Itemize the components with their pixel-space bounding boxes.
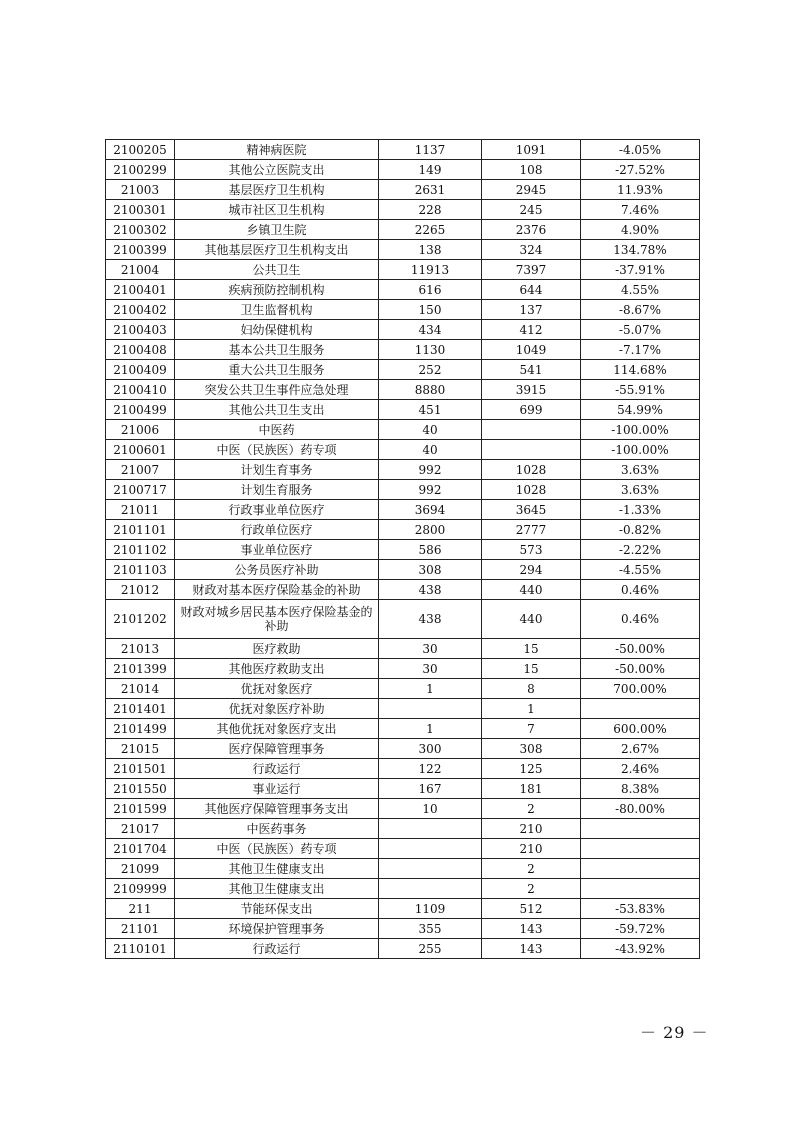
table-row (106, 899, 700, 919)
change-percent-cell: -27.52% (581, 160, 700, 180)
code-cell: 211 (106, 899, 175, 919)
code-cell: 2101103 (106, 560, 175, 580)
change-percent-cell: -55.91% (581, 380, 700, 400)
table-row (106, 280, 700, 300)
name-cell: 其他医疗救助支出 (175, 659, 379, 679)
change-percent-cell (581, 819, 700, 839)
curr-amount-cell: 440 (482, 600, 581, 639)
table-row (106, 260, 700, 280)
curr-amount-cell: 2 (482, 799, 581, 819)
prev-amount-cell: 252 (379, 360, 482, 380)
table-body (106, 140, 700, 959)
curr-amount-cell: 2376 (482, 220, 581, 240)
change-percent-cell: -50.00% (581, 639, 700, 659)
table-row (106, 879, 700, 899)
curr-amount-cell: 245 (482, 200, 581, 220)
change-percent-cell: -59.72% (581, 919, 700, 939)
change-percent-cell: 8.38% (581, 779, 700, 799)
prev-amount-cell: 616 (379, 280, 482, 300)
code-cell: 21012 (106, 580, 175, 600)
curr-amount-cell (482, 420, 581, 440)
curr-amount-cell: 1 (482, 699, 581, 719)
name-cell: 财政对基本医疗保险基金的补助 (175, 580, 379, 600)
curr-amount-cell: 2777 (482, 520, 581, 540)
change-percent-cell: 3.63% (581, 460, 700, 480)
change-percent-cell: -50.00% (581, 659, 700, 679)
prev-amount-cell: 434 (379, 320, 482, 340)
prev-amount-cell: 30 (379, 659, 482, 679)
name-cell: 计划生育事务 (175, 460, 379, 480)
prev-amount-cell: 30 (379, 639, 482, 659)
code-cell: 2101399 (106, 659, 175, 679)
prev-amount-cell: 167 (379, 779, 482, 799)
table-row (106, 759, 700, 779)
code-cell: 2100403 (106, 320, 175, 340)
table-row (106, 160, 700, 180)
prev-amount-cell: 355 (379, 919, 482, 939)
code-cell: 21007 (106, 460, 175, 480)
curr-amount-cell: 308 (482, 739, 581, 759)
table-row (106, 799, 700, 819)
prev-amount-cell: 1137 (379, 140, 482, 160)
table-row (106, 839, 700, 859)
name-cell: 基层医疗卫生机构 (175, 180, 379, 200)
prev-amount-cell: 2265 (379, 220, 482, 240)
name-cell: 突发公共卫生事件应急处理 (175, 380, 379, 400)
curr-amount-cell: 210 (482, 839, 581, 859)
name-cell: 医疗保障管理事务 (175, 739, 379, 759)
curr-amount-cell: 137 (482, 300, 581, 320)
curr-amount-cell: 143 (482, 939, 581, 959)
table-row (106, 400, 700, 420)
name-cell: 城市社区卫生机构 (175, 200, 379, 220)
change-percent-cell: 54.99% (581, 400, 700, 420)
change-percent-cell: -100.00% (581, 440, 700, 460)
name-cell: 妇幼保健机构 (175, 320, 379, 340)
code-cell: 21015 (106, 739, 175, 759)
name-cell: 其他基层医疗卫生机构支出 (175, 240, 379, 260)
prev-amount-cell: 8880 (379, 380, 482, 400)
curr-amount-cell: 573 (482, 540, 581, 560)
curr-amount-cell: 3645 (482, 500, 581, 520)
table-row (106, 440, 700, 460)
table-row (106, 220, 700, 240)
name-cell: 基本公共卫生服务 (175, 340, 379, 360)
name-cell: 行政单位医疗 (175, 520, 379, 540)
table-row (106, 380, 700, 400)
prev-amount-cell: 138 (379, 240, 482, 260)
code-cell: 2100299 (106, 160, 175, 180)
name-cell: 环境保护管理事务 (175, 919, 379, 939)
curr-amount-cell: 7397 (482, 260, 581, 280)
name-cell: 节能环保支出 (175, 899, 379, 919)
change-percent-cell (581, 879, 700, 899)
prev-amount-cell (379, 699, 482, 719)
prev-amount-cell: 2631 (379, 180, 482, 200)
prev-amount-cell: 451 (379, 400, 482, 420)
name-cell: 优抚对象医疗 (175, 679, 379, 699)
table-row (106, 819, 700, 839)
prev-amount-cell (379, 839, 482, 859)
curr-amount-cell: 1049 (482, 340, 581, 360)
change-percent-cell: -43.92% (581, 939, 700, 959)
change-percent-cell: -5.07% (581, 320, 700, 340)
prev-amount-cell: 438 (379, 600, 482, 639)
name-cell: 其他优抚对象医疗支出 (175, 719, 379, 739)
change-percent-cell: 4.55% (581, 280, 700, 300)
code-cell: 2100717 (106, 480, 175, 500)
name-cell: 其他卫生健康支出 (175, 859, 379, 879)
change-percent-cell: -80.00% (581, 799, 700, 819)
table-row (106, 939, 700, 959)
curr-amount-cell: 699 (482, 400, 581, 420)
change-percent-cell: 114.68% (581, 360, 700, 380)
code-cell: 2101599 (106, 799, 175, 819)
change-percent-cell: -53.83% (581, 899, 700, 919)
change-percent-cell: 4.90% (581, 220, 700, 240)
code-cell: 21006 (106, 420, 175, 440)
code-cell: 21014 (106, 679, 175, 699)
name-cell: 卫生监督机构 (175, 300, 379, 320)
prev-amount-cell (379, 879, 482, 899)
prev-amount-cell: 10 (379, 799, 482, 819)
prev-amount-cell: 1130 (379, 340, 482, 360)
change-percent-cell: 700.00% (581, 679, 700, 699)
curr-amount-cell: 541 (482, 360, 581, 380)
code-cell: 2100205 (106, 140, 175, 160)
curr-amount-cell: 2 (482, 859, 581, 879)
prev-amount-cell: 11913 (379, 260, 482, 280)
change-percent-cell (581, 839, 700, 859)
change-percent-cell: -8.67% (581, 300, 700, 320)
table-row (106, 180, 700, 200)
prev-amount-cell: 2800 (379, 520, 482, 540)
name-cell: 其他医疗保障管理事务支出 (175, 799, 379, 819)
table-row (106, 639, 700, 659)
change-percent-cell: 0.46% (581, 600, 700, 639)
name-cell: 行政事业单位医疗 (175, 500, 379, 520)
table-row (106, 420, 700, 440)
change-percent-cell: -1.33% (581, 500, 700, 520)
change-percent-cell: -7.17% (581, 340, 700, 360)
table-row (106, 360, 700, 380)
table-row (106, 719, 700, 739)
curr-amount-cell: 181 (482, 779, 581, 799)
page-number: － 29 － (640, 1023, 709, 1042)
change-percent-cell (581, 859, 700, 879)
name-cell: 医疗救助 (175, 639, 379, 659)
curr-amount-cell: 3915 (482, 380, 581, 400)
name-cell: 财政对城乡居民基本医疗保险基金的补助 (175, 600, 379, 639)
curr-amount-cell: 143 (482, 919, 581, 939)
name-cell: 其他公共卫生支出 (175, 400, 379, 420)
name-cell: 事业单位医疗 (175, 540, 379, 560)
curr-amount-cell: 1091 (482, 140, 581, 160)
change-percent-cell: 2.67% (581, 739, 700, 759)
table-row (106, 859, 700, 879)
curr-amount-cell: 412 (482, 320, 581, 340)
prev-amount-cell: 586 (379, 540, 482, 560)
code-cell: 21003 (106, 180, 175, 200)
change-percent-cell: 134.78% (581, 240, 700, 260)
curr-amount-cell: 15 (482, 659, 581, 679)
code-cell: 2100401 (106, 280, 175, 300)
name-cell: 优抚对象医疗补助 (175, 699, 379, 719)
code-cell: 2100410 (106, 380, 175, 400)
curr-amount-cell: 2 (482, 879, 581, 899)
code-cell: 2101499 (106, 719, 175, 739)
code-cell: 2100402 (106, 300, 175, 320)
name-cell: 计划生育服务 (175, 480, 379, 500)
prev-amount-cell: 438 (379, 580, 482, 600)
name-cell: 中医药事务 (175, 819, 379, 839)
code-cell: 2109999 (106, 879, 175, 899)
table-row (106, 739, 700, 759)
change-percent-cell: 7.46% (581, 200, 700, 220)
change-percent-cell: -2.22% (581, 540, 700, 560)
code-cell: 2100301 (106, 200, 175, 220)
curr-amount-cell: 294 (482, 560, 581, 580)
table-row (106, 240, 700, 260)
prev-amount-cell (379, 819, 482, 839)
table-row (106, 520, 700, 540)
table-row (106, 300, 700, 320)
change-percent-cell: -4.55% (581, 560, 700, 580)
code-cell: 2101704 (106, 839, 175, 859)
table-row (106, 320, 700, 340)
table-row (106, 500, 700, 520)
prev-amount-cell: 255 (379, 939, 482, 959)
table-row (106, 580, 700, 600)
prev-amount-cell: 3694 (379, 500, 482, 520)
prev-amount-cell: 300 (379, 739, 482, 759)
change-percent-cell: 0.46% (581, 580, 700, 600)
name-cell: 乡镇卫生院 (175, 220, 379, 240)
table-row (106, 779, 700, 799)
name-cell: 行政运行 (175, 759, 379, 779)
table-row (106, 480, 700, 500)
name-cell: 其他卫生健康支出 (175, 879, 379, 899)
budget-table (105, 139, 700, 959)
code-cell: 2101102 (106, 540, 175, 560)
prev-amount-cell: 150 (379, 300, 482, 320)
code-cell: 2101101 (106, 520, 175, 540)
code-cell: 21099 (106, 859, 175, 879)
table-row (106, 919, 700, 939)
change-percent-cell: -0.82% (581, 520, 700, 540)
prev-amount-cell: 1 (379, 719, 482, 739)
table-row (106, 340, 700, 360)
code-cell: 2100499 (106, 400, 175, 420)
prev-amount-cell: 228 (379, 200, 482, 220)
prev-amount-cell (379, 859, 482, 879)
prev-amount-cell: 40 (379, 420, 482, 440)
prev-amount-cell: 1109 (379, 899, 482, 919)
code-cell: 2100408 (106, 340, 175, 360)
code-cell: 2100409 (106, 360, 175, 380)
code-cell: 2100302 (106, 220, 175, 240)
name-cell: 中医（民族医）药专项 (175, 440, 379, 460)
curr-amount-cell: 512 (482, 899, 581, 919)
prev-amount-cell: 149 (379, 160, 482, 180)
table-row (106, 200, 700, 220)
name-cell: 行政运行 (175, 939, 379, 959)
name-cell: 中医药 (175, 420, 379, 440)
curr-amount-cell: 125 (482, 759, 581, 779)
name-cell: 公务员医疗补助 (175, 560, 379, 580)
table-row (106, 140, 700, 160)
prev-amount-cell: 992 (379, 480, 482, 500)
table-row (106, 540, 700, 560)
curr-amount-cell: 210 (482, 819, 581, 839)
change-percent-cell: 3.63% (581, 480, 700, 500)
name-cell: 其他公立医院支出 (175, 160, 379, 180)
prev-amount-cell: 122 (379, 759, 482, 779)
prev-amount-cell: 992 (379, 460, 482, 480)
curr-amount-cell: 644 (482, 280, 581, 300)
change-percent-cell: -100.00% (581, 420, 700, 440)
table-row (106, 560, 700, 580)
name-cell: 中医（民族医）药专项 (175, 839, 379, 859)
curr-amount-cell: 440 (482, 580, 581, 600)
prev-amount-cell: 40 (379, 440, 482, 460)
change-percent-cell (581, 699, 700, 719)
table-row (106, 659, 700, 679)
code-cell: 2100601 (106, 440, 175, 460)
curr-amount-cell: 15 (482, 639, 581, 659)
prev-amount-cell: 1 (379, 679, 482, 699)
change-percent-cell: 600.00% (581, 719, 700, 739)
table-row (106, 600, 700, 639)
curr-amount-cell: 7 (482, 719, 581, 739)
code-cell: 21101 (106, 919, 175, 939)
name-cell: 疾病预防控制机构 (175, 280, 379, 300)
curr-amount-cell: 108 (482, 160, 581, 180)
name-cell: 公共卫生 (175, 260, 379, 280)
table-row (106, 679, 700, 699)
code-cell: 2101401 (106, 699, 175, 719)
table-row (106, 460, 700, 480)
name-cell: 事业运行 (175, 779, 379, 799)
code-cell: 2110101 (106, 939, 175, 959)
curr-amount-cell: 1028 (482, 480, 581, 500)
code-cell: 21017 (106, 819, 175, 839)
code-cell: 2101550 (106, 779, 175, 799)
curr-amount-cell: 1028 (482, 460, 581, 480)
change-percent-cell: 11.93% (581, 180, 700, 200)
curr-amount-cell: 2945 (482, 180, 581, 200)
code-cell: 2101202 (106, 600, 175, 639)
curr-amount-cell: 324 (482, 240, 581, 260)
code-cell: 2101501 (106, 759, 175, 779)
code-cell: 21011 (106, 500, 175, 520)
code-cell: 2100399 (106, 240, 175, 260)
code-cell: 21004 (106, 260, 175, 280)
change-percent-cell: 2.46% (581, 759, 700, 779)
table-row (106, 699, 700, 719)
curr-amount-cell: 8 (482, 679, 581, 699)
code-cell: 21013 (106, 639, 175, 659)
change-percent-cell: -37.91% (581, 260, 700, 280)
prev-amount-cell: 308 (379, 560, 482, 580)
name-cell: 精神病医院 (175, 140, 379, 160)
curr-amount-cell (482, 440, 581, 460)
change-percent-cell: -4.05% (581, 140, 700, 160)
name-cell: 重大公共卫生服务 (175, 360, 379, 380)
